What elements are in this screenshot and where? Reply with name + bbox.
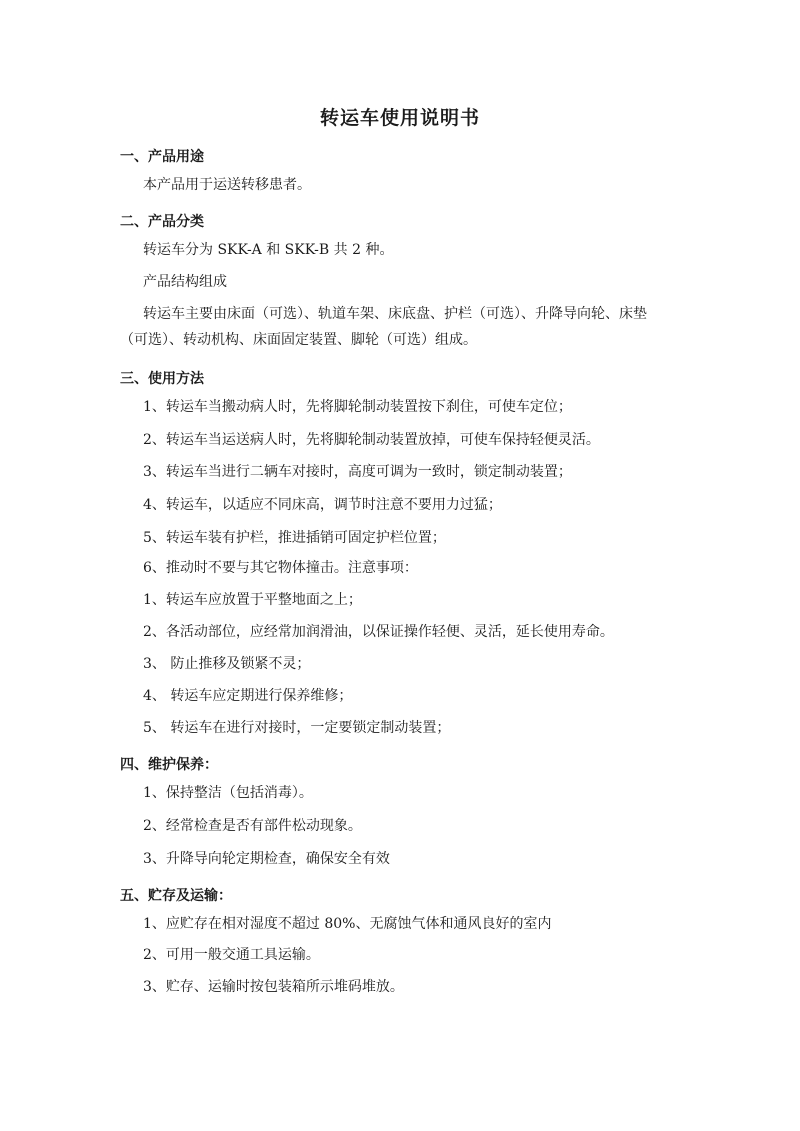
list-item: 3、转运车当进行二辆车对接时，高度可调为一致时，锁定制动装置； <box>143 464 572 480</box>
list-item: 5、转运车装有护栏，推进插销可固定护栏位置； <box>143 530 446 546</box>
paragraph-line: 产品结构组成 <box>143 274 227 290</box>
paragraph-line: 转运车分为 SKK-A 和 SKK-B 共 2 种。 <box>143 242 394 258</box>
section-heading-maintenance: 四、维护保养： <box>120 757 218 773</box>
section-heading-storage-transport: 五、贮存及运输： <box>120 888 232 904</box>
section-heading-usage: 三、使用方法 <box>120 371 204 387</box>
list-item: 2、经常检查是否有部件松动现象。 <box>143 818 362 834</box>
list-item: 1、转运车当搬动病人时，先将脚轮制动装置按下刹住，可使车定位； <box>143 399 572 415</box>
list-item: 1、转运车应放置于平整地面之上； <box>143 592 362 608</box>
list-item: 3、贮存、运输时按包装箱所示堆码堆放。 <box>143 979 404 995</box>
section-heading-purpose: 一、产品用途 <box>120 149 204 165</box>
list-item: 1、保持整洁（包括消毒）。 <box>143 785 313 801</box>
list-item: 2、转运车当运送病人时，先将脚轮制动装置放掉，可使车保持轻便灵活。 <box>143 432 600 448</box>
section-heading-classification: 二、产品分类 <box>120 214 204 230</box>
paragraph-line: （可选）、转动机构、床面固定装置、脚轮（可选）组成。 <box>120 332 477 348</box>
list-item: 3、升降导向轮定期检查，确保安全有效 <box>143 851 390 867</box>
list-item: 2、可用一般交通工具运输。 <box>143 947 320 963</box>
document-title: 转运车使用说明书 <box>319 107 480 129</box>
list-item: 4、 转运车应定期进行保养维修； <box>143 688 353 704</box>
list-item: 6、推动时不要与其它物体撞击。注意事项： <box>143 560 418 576</box>
list-item: 2、各活动部位，应经常加润滑油，以保证操作轻便、灵活，延长使用寿命。 <box>143 624 614 640</box>
paragraph-line: 转运车主要由床面（可选）、轨道车架、床底盘、护栏（可选）、升降导向轮、床垫 <box>143 306 647 322</box>
list-item: 3、 防止推移及锁紧不灵； <box>143 656 311 672</box>
list-item: 5、 转运车在进行对接时，一定要锁定制动装置； <box>143 720 451 736</box>
list-item: 4、转运车，以适应不同床高，调节时注意不要用力过猛； <box>143 497 502 513</box>
list-item: 1、应贮存在相对湿度不超过 80%、无腐蚀气体和通风良好的室内 <box>143 916 552 932</box>
paragraph-line: 本产品用于运送转移患者。 <box>143 177 311 193</box>
